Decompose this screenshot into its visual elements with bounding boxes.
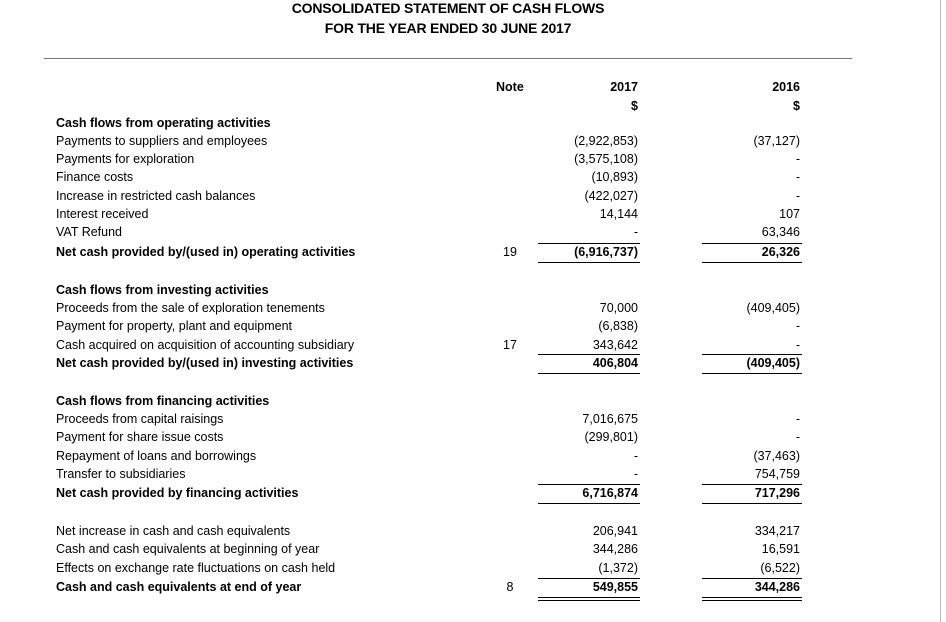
section-heading-investing	[0, 283, 946, 301]
row-label: Effects on exchange rate fluctuations on cash held	[56, 561, 336, 575]
row-label: Finance costs	[56, 170, 134, 184]
value-2016: 26,326	[761, 245, 800, 259]
subtotal-row-financing	[0, 486, 946, 504]
value-2017: 206,941	[592, 524, 638, 538]
subtotal-line	[702, 484, 802, 485]
value-2016: -	[795, 170, 800, 184]
statement-title: CONSOLIDATED STATEMENT OF CASH FLOWS	[291, 0, 605, 16]
subtotal-line	[538, 243, 640, 244]
double-total-line	[538, 597, 640, 601]
header-rule	[44, 58, 852, 59]
subtotal-line	[538, 484, 640, 485]
value-2017: (422,027)	[584, 189, 638, 203]
value-2017: 14,144	[599, 207, 638, 221]
row-label: Payments to suppliers and employees	[56, 134, 268, 148]
currency-2016-header: $	[793, 99, 800, 113]
value-2016: 717,296	[754, 486, 800, 500]
row-label: Proceeds from the sale of exploration tenements	[56, 301, 325, 315]
value-2016: 63,346	[761, 225, 800, 239]
table-row	[0, 152, 946, 170]
total-row-cash-end	[0, 580, 946, 598]
subtotal-line	[702, 243, 802, 244]
table-row	[0, 524, 946, 542]
value-2016: (409,405)	[746, 301, 800, 315]
value-2017: 343,642	[592, 338, 638, 352]
value-2016: -	[795, 319, 800, 333]
total-line	[538, 373, 640, 374]
table-row	[0, 467, 946, 485]
note-ref: 19	[503, 245, 517, 259]
value-2017: (10,893)	[591, 170, 638, 184]
row-label: Increase in restricted cash balances	[56, 189, 256, 203]
value-2016: (6,522)	[760, 561, 800, 575]
value-2016: -	[795, 412, 800, 426]
value-2016: 344,286	[754, 580, 800, 594]
row-label: Proceeds from capital raisings	[56, 412, 224, 426]
subtotal-line	[702, 354, 802, 355]
note-ref: 8	[506, 580, 514, 594]
value-2016: 334,217	[754, 524, 800, 538]
row-label: Net cash provided by/(used in) operating activities	[56, 245, 356, 259]
value-2017: (299,801)	[584, 430, 638, 444]
row-label: Net cash provided by/(used in) investing activities	[56, 356, 354, 370]
value-2016: -	[795, 338, 800, 352]
total-line	[538, 503, 640, 504]
table-row	[0, 301, 946, 319]
row-label: Cash and cash equivalents at beginning of year	[56, 542, 320, 556]
value-2016: (37,463)	[753, 449, 800, 463]
value-2016: -	[795, 189, 800, 203]
statement-subtitle: FOR THE YEAR ENDED 30 JUNE 2017	[324, 20, 572, 36]
value-2017: (6,916,737)	[574, 245, 638, 259]
value-2016: -	[795, 430, 800, 444]
row-label: Cash and cash equivalents at end of year	[56, 580, 302, 594]
row-label: Cash acquired on acquisition of accounting subsidiary	[56, 338, 355, 352]
row-label: Cash flows from operating activities	[56, 116, 271, 130]
section-heading-financing	[0, 394, 946, 412]
total-line	[538, 262, 640, 263]
value-2017: (6,838)	[598, 319, 638, 333]
row-label: Repayment of loans and borrowings	[56, 449, 257, 463]
table-row	[0, 449, 946, 467]
subtotal-line	[538, 354, 640, 355]
row-label: Payments for exploration	[56, 152, 195, 166]
subtotal-row-investing	[0, 356, 946, 374]
value-2017: 344,286	[592, 542, 638, 556]
value-2016: (409,405)	[746, 356, 800, 370]
table-row	[0, 225, 946, 243]
year-2016-header: 2016	[772, 80, 800, 94]
total-line	[702, 373, 802, 374]
value-2017: 406,804	[592, 356, 638, 370]
table-row	[0, 561, 946, 579]
subtotal-line	[538, 578, 640, 579]
value-2017: 549,855	[592, 580, 638, 594]
row-label: Payment for share issue costs	[56, 430, 224, 444]
table-row	[0, 412, 946, 430]
row-label: Net increase in cash and cash equivalents	[56, 524, 291, 538]
table-row	[0, 542, 946, 560]
total-line	[702, 262, 802, 263]
note-ref: 17	[503, 338, 517, 352]
section-heading-operating	[0, 116, 946, 134]
year-2017-header: 2017	[610, 80, 638, 94]
row-label: Cash flows from investing activities	[56, 283, 269, 297]
value-2017: (2,922,853)	[574, 134, 638, 148]
row-label: Interest received	[56, 207, 149, 221]
table-row	[0, 170, 946, 188]
row-label: Cash flows from financing activities	[56, 394, 270, 408]
subtotal-row-operating	[0, 245, 946, 263]
note-column-header: Note	[496, 80, 524, 94]
row-label: Transfer to subsidiaries	[56, 467, 186, 481]
value-2017: -	[633, 467, 638, 481]
value-2016: 754,759	[754, 467, 800, 481]
value-2017: -	[633, 449, 638, 463]
value-2017: 7,016,675	[582, 412, 638, 426]
value-2016: -	[795, 152, 800, 166]
value-2017: 6,716,874	[582, 486, 638, 500]
table-row	[0, 319, 946, 337]
table-row	[0, 207, 946, 225]
row-label: Net cash provided by financing activities	[56, 486, 299, 500]
value-2017: (3,575,108)	[574, 152, 638, 166]
value-2017: 70,000	[599, 301, 638, 315]
table-row	[0, 134, 946, 152]
row-label: VAT Refund	[56, 225, 123, 239]
value-2016: (37,127)	[753, 134, 800, 148]
total-line	[702, 503, 802, 504]
currency-2017-header: $	[631, 99, 638, 113]
table-row	[0, 430, 946, 448]
value-2016: 107	[779, 207, 800, 221]
value-2017: (1,372)	[598, 561, 638, 575]
table-row	[0, 338, 946, 356]
value-2017: -	[633, 225, 638, 239]
value-2016: 16,591	[761, 542, 800, 556]
subtotal-line	[702, 578, 802, 579]
table-row	[0, 189, 946, 207]
row-label: Payment for property, plant and equipment	[56, 319, 293, 333]
double-total-line	[702, 597, 802, 601]
